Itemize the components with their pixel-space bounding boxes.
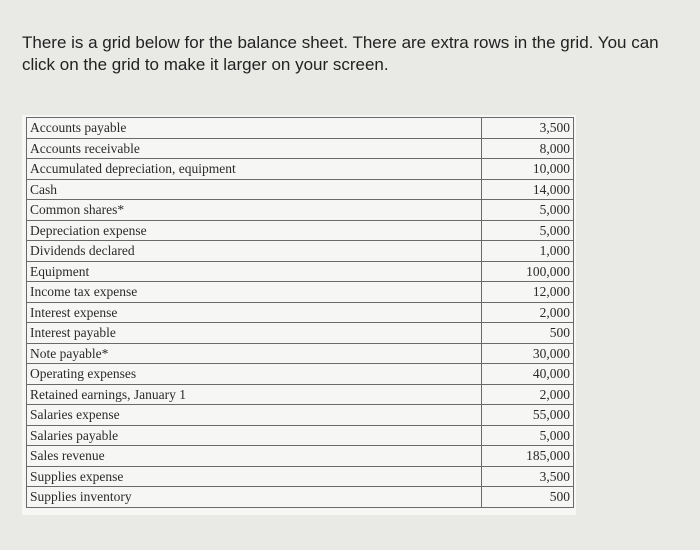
account-amount-cell: 55,000 xyxy=(481,405,573,426)
account-amount-cell: 500 xyxy=(481,487,573,508)
account-amount-cell: 5,000 xyxy=(481,425,573,446)
account-name-cell: Sales revenue xyxy=(27,446,482,467)
table-row xyxy=(27,405,574,426)
account-amount-cell: 3,500 xyxy=(481,118,573,139)
instructions-text: There is a grid below for the balance sheet. There are extra rows in the grid. You can click on the grid to make it larger on your screen. xyxy=(22,33,659,74)
table-row xyxy=(27,343,574,364)
table-row xyxy=(27,138,574,159)
table-row xyxy=(27,446,574,467)
account-name-cell: Operating expenses xyxy=(27,364,482,385)
account-amount-cell: 100,000 xyxy=(481,261,573,282)
table-row xyxy=(27,282,574,303)
account-name-cell: Interest payable xyxy=(27,323,482,344)
account-name-cell: Depreciation expense xyxy=(27,220,482,241)
account-table[interactable] xyxy=(26,117,574,508)
account-name-cell: Retained earnings, January 1 xyxy=(27,384,482,405)
table-row xyxy=(27,487,574,508)
table-row xyxy=(27,220,574,241)
table-row xyxy=(27,302,574,323)
account-name-cell: Accumulated depreciation, equipment xyxy=(27,159,482,180)
table-row xyxy=(27,118,574,139)
account-amount-cell: 2,000 xyxy=(481,302,573,323)
table-row xyxy=(27,384,574,405)
account-name-cell: Equipment xyxy=(27,261,482,282)
account-amount-cell: 14,000 xyxy=(481,179,573,200)
table-row xyxy=(27,261,574,282)
account-amount-cell: 40,000 xyxy=(481,364,573,385)
account-name-cell: Cash xyxy=(27,179,482,200)
account-name-cell: Accounts receivable xyxy=(27,138,482,159)
table-row xyxy=(27,466,574,487)
account-name-cell: Common shares* xyxy=(27,200,482,221)
table-row xyxy=(27,179,574,200)
account-name-cell: Salaries expense xyxy=(27,405,482,426)
table-row xyxy=(27,425,574,446)
account-amount-cell: 1,000 xyxy=(481,241,573,262)
table-row xyxy=(27,241,574,262)
table-row xyxy=(27,364,574,385)
account-amount-cell: 8,000 xyxy=(481,138,573,159)
account-name-cell: Note payable* xyxy=(27,343,482,364)
account-grid-image[interactable] xyxy=(22,115,576,515)
account-amount-cell: 5,000 xyxy=(481,200,573,221)
account-name-cell: Dividends declared xyxy=(27,241,482,262)
table-row xyxy=(27,323,574,344)
account-amount-cell: 2,000 xyxy=(481,384,573,405)
account-name-cell: Supplies inventory xyxy=(27,487,482,508)
account-name-cell: Salaries payable xyxy=(27,425,482,446)
account-amount-cell: 10,000 xyxy=(481,159,573,180)
account-amount-cell: 3,500 xyxy=(481,466,573,487)
account-amount-cell: 12,000 xyxy=(481,282,573,303)
table-row xyxy=(27,200,574,221)
account-name-cell: Supplies expense xyxy=(27,466,482,487)
table-row xyxy=(27,159,574,180)
account-amount-cell: 5,000 xyxy=(481,220,573,241)
account-name-cell: Income tax expense xyxy=(27,282,482,303)
account-amount-cell: 30,000 xyxy=(481,343,573,364)
account-name-cell: Accounts payable xyxy=(27,118,482,139)
account-name-cell: Interest expense xyxy=(27,302,482,323)
account-amount-cell: 185,000 xyxy=(481,446,573,467)
account-amount-cell: 500 xyxy=(481,323,573,344)
